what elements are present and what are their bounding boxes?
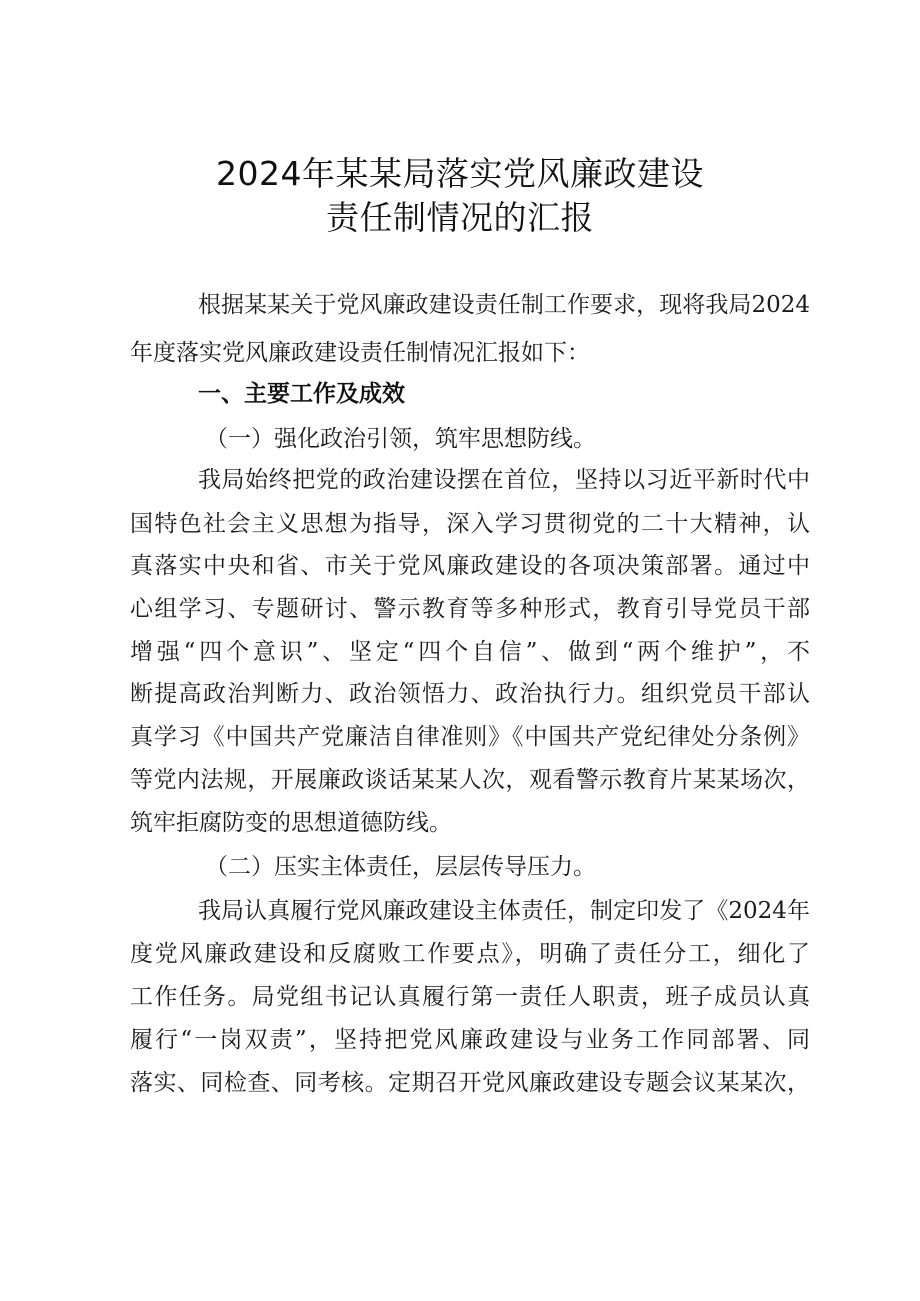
paragraph-line: 我局认真履行党风廉政建设主体责任，制定印发了《2024年 — [198, 898, 810, 924]
paragraph-line: 断提高政治判断力、政治领悟力、政治执行力。组织党员干部认 — [130, 681, 810, 707]
document-title-line-1: 2024年某某局落实党风廉政建设 — [216, 154, 704, 193]
paragraph-line: 国特色社会主义思想为指导，深入学习贯彻党的二十大精神，认 — [130, 511, 810, 537]
subheading-political-guidance: （一）强化政治引领，筑牢思想防线。 — [205, 426, 596, 452]
paragraph-line: 增强“四个意识”、坚定“四个自信”、做到“两个维护”，不 — [130, 639, 810, 665]
document-title-line-2: 责任制情况的汇报 — [326, 198, 594, 237]
paragraph-line: 工作任务。局党组书记认真履行第一责任人职责，班子成员认真 — [130, 984, 810, 1010]
subheading-main-responsibility: （二）压实主体责任，层层传导压力。 — [205, 854, 596, 880]
paragraph-line: 履行“一岗双责”，坚持把党风廉政建设与业务工作同部署、同 — [130, 1027, 810, 1053]
section-heading-main-work: 一、主要工作及成效 — [198, 381, 405, 407]
paragraph-line: 筑牢拒腐防变的思想道德防线。 — [130, 810, 452, 836]
paragraph-line: 真落实中央和省、市关于党风廉政建设的各项决策部署。通过中 — [130, 553, 810, 579]
paragraph-line: 等党内法规，开展廉政谈话某某人次，观看警示教育片某某场次， — [130, 767, 810, 793]
intro-line: 年度落实党风廉政建设责任制情况汇报如下： — [130, 340, 590, 366]
paragraph-line: 真学习《中国共产党廉洁自律准则》《中国共产党纪律处分条例》 — [130, 724, 810, 750]
paragraph-line: 心组学习、专题研讨、警示教育等多种形式，教育引导党员干部 — [130, 596, 810, 622]
paragraph-line: 我局始终把党的政治建设摆在首位，坚持以习近平新时代中 — [198, 467, 810, 493]
paragraph-line: 落实、同检查、同考核。定期召开党风廉政建设专题会议某某次， — [130, 1070, 810, 1096]
paragraph-line: 度党风廉政建设和反腐败工作要点》，明确了责任分工，细化了 — [130, 941, 810, 967]
intro-line: 根据某某关于党风廉政建设责任制工作要求，现将我局2024 — [198, 292, 810, 318]
